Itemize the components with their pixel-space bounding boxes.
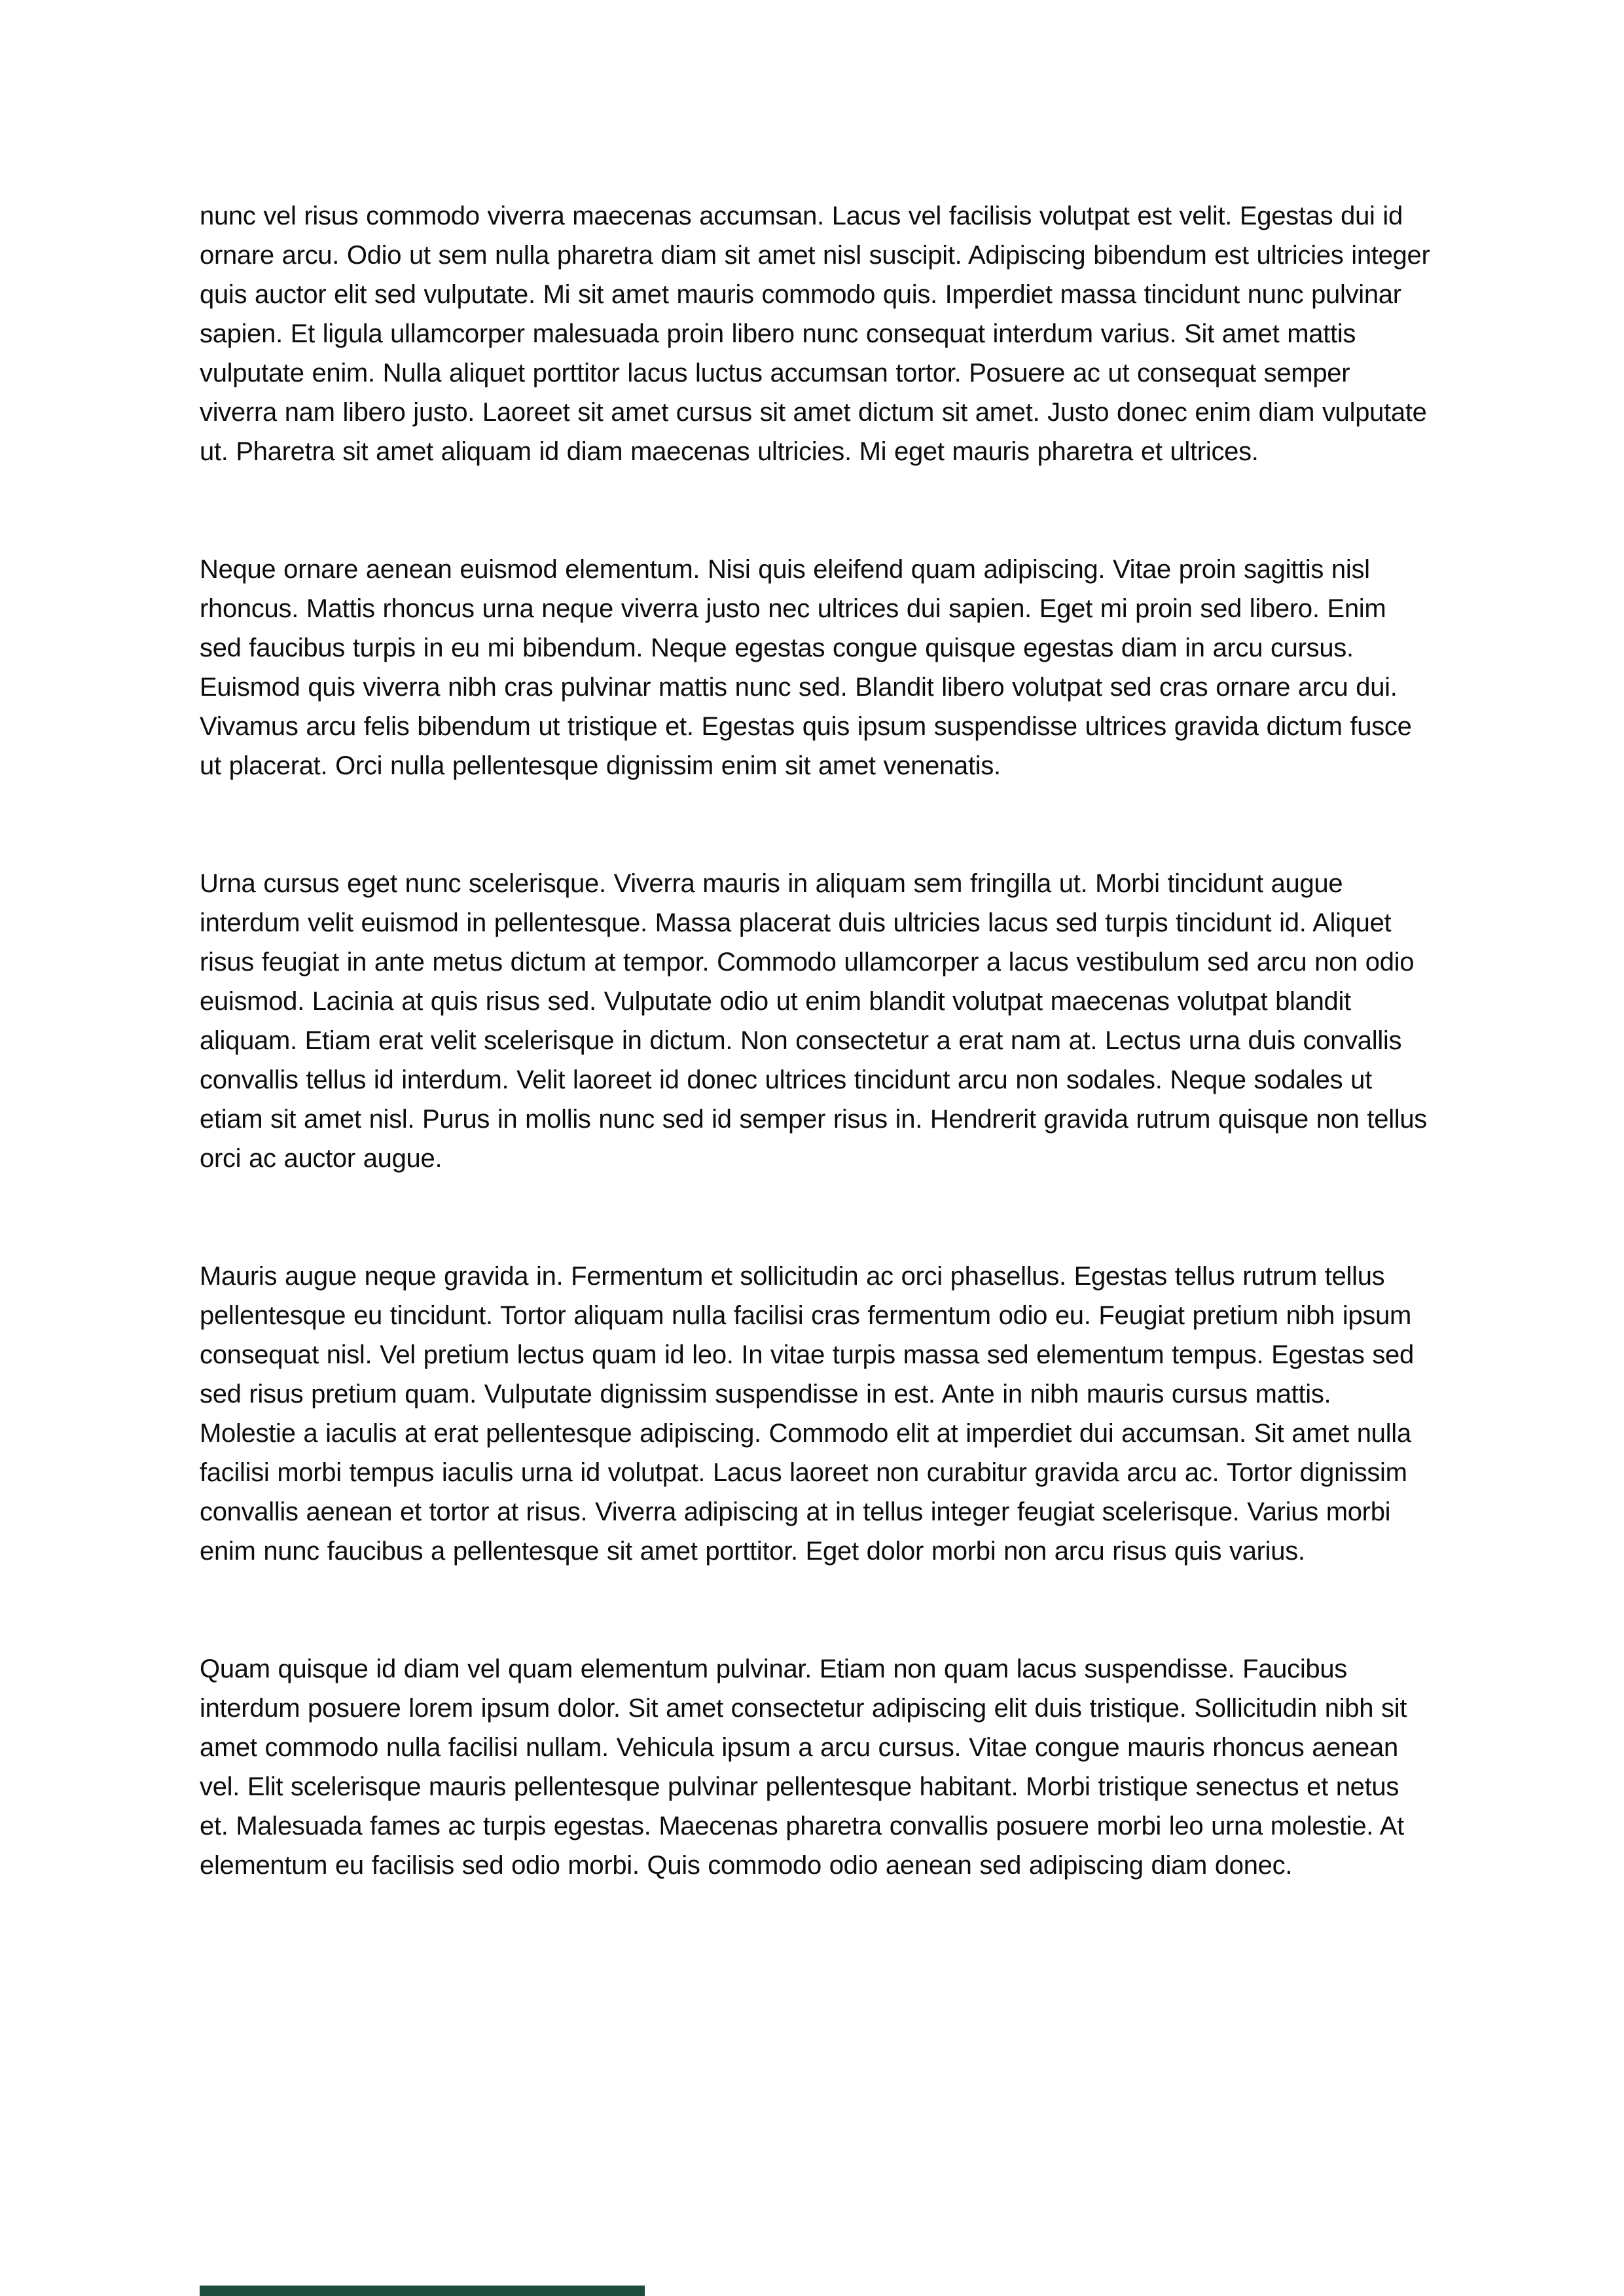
document-body-text	[200, 196, 1430, 1964]
paragraph: nunc vel risus commodo viverra maecenas accumsan. Lacus vel facilisis volutpat est velit. Egestas dui id ornare arcu. Odio ut sem nulla pharetra diam sit amet nisl suscipit. Adipiscing bibendum est ultricies integer quis auctor elit sed vulputate. Mi sit amet mauris commodo quis. Imperdiet massa tincidunt nunc pulvinar sapien. Et ligula ullamcorper malesuada proin libero nunc consequat interdum varius. Sit amet mattis vulputate enim. Nulla aliquet porttitor lacus luctus accumsan tortor. Posuere ac ut consequat semper viverra nam libero justo. Laoreet sit amet cursus sit amet dictum sit amet. Justo donec enim diam vulputate ut. Pharetra sit amet aliquam id diam maecenas ultricies. Mi eget mauris pharetra et ultrices.	[200, 202, 1430, 466]
paragraph: Urna cursus eget nunc scelerisque. Viverra mauris in aliquam sem fringilla ut. Morbi tincidunt augue interdum velit euismod in pellentesque. Massa placerat duis ultricies lacus sed turpis tincidunt id. Aliquet risus feugiat in ante metus dictum at tempor. Commodo ullamcorper a lacus vestibulum sed arcu non odio euismod. Lacinia at quis risus sed. Vulputate odio ut enim blandit volutpat maecenas volutpat blandit aliquam. Etiam erat velit scelerisque in dictum. Non consectetur a erat nam at. Lectus urna duis convallis convallis tellus id interdum. Velit laoreet id donec ultrices tincidunt arcu non sodales. Neque sodales ut etiam sit amet nisl. Purus in mollis nunc sed id semper risus in. Hendrerit gravida rutrum quisque non tellus orci ac auctor augue.	[200, 869, 1428, 1173]
paragraph: Mauris augue neque gravida in. Fermentum et sollicitudin ac orci phasellus. Egestas tellus rutrum tellus pellentesque eu tincidunt. Tortor aliquam nulla facilisi cras fermentum odio eu. Feugiat pretium nibh ipsum consequat nisl. Vel pretium lectus quam id leo. In vitae turpis massa sed elementum tempus. Egestas sed sed risus pretium quam. Vulputate dignissim suspendisse in est. Ante in nibh mauris cursus mattis. Molestie a iaculis at erat pellentesque adipiscing. Commodo elit at imperdiet dui accumsan. Sit amet nulla facilisi morbi tempus iaculis urna id volutpat. Lacus laoreet non curabitur gravida arcu ac. Tortor dignissim convallis aenean et tortor at risus. Viverra adipiscing at in tellus integer feugiat scelerisque. Varius morbi enim nunc faucibus a pellentesque sit amet porttitor. Eget dolor morbi non arcu risus quis varius.	[200, 1262, 1414, 1566]
footer-accent-bar	[200, 2286, 645, 2296]
paragraph: Quam quisque id diam vel quam elementum pulvinar. Etiam non quam lacus suspendisse. Faucibus interdum posuere lorem ipsum dolor. Sit amet consectetur adipiscing elit duis tristique. Sollicitudin nibh sit amet commodo nulla facilisi nullam. Vehicula ipsum a arcu cursus. Vitae congue mauris rhoncus aenean vel. Elit scelerisque mauris pellentesque pulvinar pellentesque habitant. Morbi tristique senectus et netus et. Malesuada fames ac turpis egestas. Maecenas pharetra convallis posuere morbi leo urna molestie. At elementum eu facilisis sed odio morbi. Quis commodo odio aenean sed adipiscing diam donec.	[200, 1655, 1407, 1880]
paragraph: Neque ornare aenean euismod elementum. Nisi quis eleifend quam adipiscing. Vitae proin sagittis nisl rhoncus. Mattis rhoncus urna neque viverra justo nec ultrices dui sapien. Eget mi proin sed libero. Enim sed faucibus turpis in eu mi bibendum. Neque egestas congue quisque egestas diam in arcu cursus. Euismod quis viverra nibh cras pulvinar mattis nunc sed. Blandit libero volutpat sed cras ornare arcu dui. Vivamus arcu felis bibendum ut tristique et. Egestas quis ipsum suspendisse ultrices gravida dictum fusce ut placerat. Orci nulla pellentesque dignissim enim sit amet venenatis.	[200, 555, 1412, 780]
